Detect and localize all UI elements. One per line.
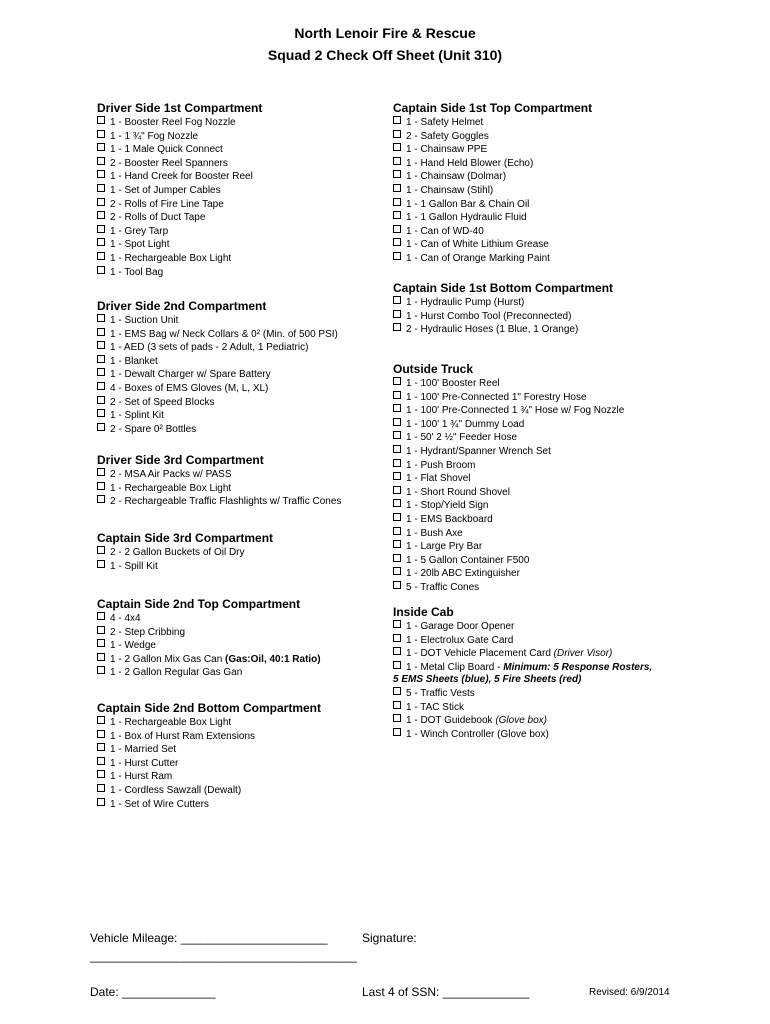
checklist-item[interactable] xyxy=(97,211,262,225)
checklist-item[interactable] xyxy=(393,687,653,701)
checkbox[interactable] xyxy=(393,554,401,562)
checklist-item[interactable] xyxy=(97,653,321,667)
item-label: 1 - Safety Helmet xyxy=(406,117,484,128)
item-label: 1 - Box of Hurst Ram Extensions xyxy=(110,730,256,742)
item-label: 1 - 1 ¾" Fog Nozzle xyxy=(110,130,199,142)
checkbox[interactable] xyxy=(393,472,401,480)
item-label: 1 - Rechargeable Box Light xyxy=(110,482,232,494)
checkbox[interactable] xyxy=(97,116,105,124)
checkbox[interactable] xyxy=(393,486,401,494)
item-label: 1 - Spot Light xyxy=(110,239,170,251)
checklist-item[interactable] xyxy=(97,225,262,239)
checklist-item[interactable] xyxy=(97,730,321,744)
checklist-item[interactable] xyxy=(97,770,321,784)
checklist-item[interactable] xyxy=(393,714,653,728)
checkbox[interactable] xyxy=(97,238,105,246)
item-label: 1 - Can of WD-40 xyxy=(406,225,484,237)
checkbox[interactable] xyxy=(393,211,401,219)
item-label: 1 - Electrolux Gate Card xyxy=(406,634,514,646)
checkbox[interactable] xyxy=(97,341,105,349)
item-label: 1 - Set of Wire Cutters xyxy=(110,798,209,810)
checkbox[interactable] xyxy=(97,639,105,647)
checklist-item[interactable] xyxy=(393,567,624,581)
item-label: 1 - Blanket xyxy=(110,355,158,367)
section-driver-side-1st xyxy=(97,101,262,279)
item-label: 4 - 4x4 xyxy=(110,613,141,624)
checklist-item[interactable] xyxy=(393,554,624,568)
checkbox[interactable] xyxy=(393,323,401,331)
item-label: 1 - Hurst Combo Tool (Preconnected) xyxy=(406,310,572,322)
checklist-item[interactable] xyxy=(97,382,338,396)
revised-date: Revised: 6/9/2014 xyxy=(589,987,670,998)
signature-field[interactable]: Signature: xyxy=(362,931,417,945)
checkbox[interactable] xyxy=(393,459,401,467)
section-captain-side-2nd-top xyxy=(97,597,321,680)
item-label: 1 - Short Round Shovel xyxy=(406,486,510,498)
checkbox[interactable] xyxy=(393,296,401,304)
checkbox[interactable] xyxy=(393,499,401,507)
checklist-item[interactable] xyxy=(97,798,321,812)
checkbox[interactable] xyxy=(393,527,401,535)
checklist-item[interactable] xyxy=(97,130,262,144)
item-label: 1 - 20lb ABC Extinguisher xyxy=(406,568,520,580)
item-label: 1 - Tool Bag xyxy=(110,266,164,278)
checklist-item[interactable] xyxy=(393,310,613,324)
checkbox[interactable] xyxy=(97,170,105,178)
checkbox[interactable] xyxy=(393,252,401,260)
item-label: 1 - EMS Bag w/ Neck Collars & 0² (Min. of 500 PSI) xyxy=(110,328,338,340)
checkbox[interactable] xyxy=(393,391,401,399)
section-outside-truck xyxy=(393,362,624,595)
checkbox[interactable] xyxy=(97,328,105,336)
checklist-item[interactable] xyxy=(97,784,321,798)
checklist-item[interactable] xyxy=(97,560,273,574)
item-label: 1 - Rechargeable Box Light xyxy=(110,252,232,264)
item-label: 1 - Splint Kit xyxy=(110,410,164,422)
checkbox[interactable] xyxy=(97,730,105,738)
section-title: Inside Cab xyxy=(393,605,454,619)
item-label: 1 - Can of Orange Marking Paint xyxy=(406,252,550,264)
item-label: 1 - 1 Male Quick Connect xyxy=(110,144,223,156)
checkbox[interactable] xyxy=(97,546,105,554)
item-label: 1 - Hand Creek for Booster Reel xyxy=(110,171,253,183)
checklist-item[interactable] xyxy=(97,612,321,626)
item-label: 1 - Large Pry Bar xyxy=(406,541,483,553)
checklist-item[interactable] xyxy=(97,184,262,198)
item-label: 1 - 100' 1 ¾" Dummy Load xyxy=(406,418,525,430)
checkbox[interactable] xyxy=(393,130,401,138)
checklist-item[interactable] xyxy=(97,116,262,130)
item-label: 1 - 100' Booster Reel xyxy=(406,378,500,389)
item-label: 1 - Push Broom xyxy=(406,459,476,471)
checkbox[interactable] xyxy=(393,513,401,521)
item-label: 5 - Traffic Vests xyxy=(406,687,475,699)
checklist-item[interactable] xyxy=(97,157,262,171)
checkbox[interactable] xyxy=(393,116,401,124)
item-label: 4 - Boxes of EMS Gloves (M, L, XL) xyxy=(110,382,269,394)
item-label: 1 - DOT Guidebook xyxy=(406,715,493,727)
checklist-item[interactable] xyxy=(97,495,341,509)
checklist-item[interactable] xyxy=(97,355,338,369)
checklist-item[interactable] xyxy=(97,409,338,423)
item-label: 1 - Chainsaw (Stihl) xyxy=(406,184,494,196)
checkbox[interactable] xyxy=(393,581,401,589)
section-title: Captain Side 2nd Top Compartment xyxy=(97,597,301,611)
section-driver-side-3rd xyxy=(97,453,341,509)
checkbox[interactable] xyxy=(97,468,105,476)
checklist-item[interactable] xyxy=(97,198,262,212)
vehicle-mileage-field[interactable]: Vehicle Mileage: ______________________ xyxy=(90,931,328,945)
checklist-item[interactable] xyxy=(97,238,262,252)
checkbox[interactable] xyxy=(97,482,105,490)
checklist-item[interactable] xyxy=(97,639,321,653)
checklist-item[interactable] xyxy=(393,391,624,405)
checkbox[interactable] xyxy=(97,198,105,206)
section-title: Driver Side 3rd Compartment xyxy=(97,453,264,467)
checklist-item[interactable] xyxy=(393,486,624,500)
item-label: 1 - 1 Gallon Bar & Chain Oil xyxy=(406,198,530,210)
item-label: 2 - Rolls of Duct Tape xyxy=(110,212,206,224)
checklist-item[interactable] xyxy=(393,296,613,310)
checklist-item[interactable] xyxy=(97,328,338,342)
clipboard-note: Minimum: 5 Response Rosters, 5 EMS Sheets (blue), 5 Fire Sheets (red) xyxy=(393,661,653,686)
item-label: 1 - Hydrant/Spanner Wrench Set xyxy=(406,445,551,457)
item-label: 1 - Spill Kit xyxy=(110,560,158,572)
item-label: 1 - DOT Vehicle Placement Card xyxy=(406,648,551,660)
checklist-item[interactable] xyxy=(97,468,341,482)
checkbox[interactable] xyxy=(393,567,401,575)
item-label: 1 - Set of Jumper Cables xyxy=(110,184,221,196)
checkbox[interactable] xyxy=(393,170,401,178)
checkbox[interactable] xyxy=(97,560,105,568)
item-label: 1 - Hurst Cutter xyxy=(110,757,179,769)
section-title: Captain Side 3rd Compartment xyxy=(97,531,274,545)
checkbox[interactable] xyxy=(393,728,401,736)
item-label: 1 - EMS Backboard xyxy=(406,513,493,525)
gas-ratio-note: (Gas:Oil, 40:1 Ratio) xyxy=(225,653,321,665)
item-label: 1 - Hydraulic Pump (Hurst) xyxy=(406,297,525,308)
checkbox[interactable] xyxy=(393,377,401,385)
checkbox[interactable] xyxy=(97,252,105,260)
checkbox[interactable] xyxy=(97,396,105,404)
checklist-item[interactable] xyxy=(393,701,653,715)
checkbox[interactable] xyxy=(393,404,401,412)
section-title: Captain Side 2nd Bottom Compartment xyxy=(97,701,322,715)
checklist-item[interactable] xyxy=(97,170,262,184)
item-label: 1 - Garage Door Opener xyxy=(406,621,515,632)
checklist-item[interactable] xyxy=(393,130,592,144)
item-label: 2 - Safety Goggles xyxy=(406,130,489,142)
item-label: 1 - Bush Axe xyxy=(406,527,463,539)
checklist-item[interactable] xyxy=(393,431,624,445)
checkbox[interactable] xyxy=(393,238,401,246)
vehicle-mileage-line[interactable]: ________________________________________ xyxy=(90,949,357,963)
checkbox[interactable] xyxy=(393,620,401,628)
checkbox[interactable] xyxy=(393,540,401,548)
checklist-item[interactable] xyxy=(393,418,624,432)
section-title: Captain Side 1st Top Compartment xyxy=(393,101,593,115)
checklist-item[interactable] xyxy=(393,513,624,527)
item-label: 1 - 2 Gallon Regular Gas Gan xyxy=(110,667,243,679)
checklist-item[interactable] xyxy=(393,634,653,648)
checklist-item[interactable] xyxy=(393,647,653,661)
checkbox[interactable] xyxy=(97,757,105,765)
item-label: 1 - Winch Controller (Glove box) xyxy=(406,728,549,740)
checkbox[interactable] xyxy=(97,653,105,661)
checklist-item[interactable] xyxy=(97,341,338,355)
checkbox[interactable] xyxy=(97,355,105,363)
checklist-item[interactable] xyxy=(393,581,624,595)
checkbox[interactable] xyxy=(97,666,105,674)
checklist-item[interactable] xyxy=(393,323,613,337)
checklist-item[interactable] xyxy=(97,743,321,757)
checkbox[interactable] xyxy=(393,687,401,695)
checkbox[interactable] xyxy=(97,784,105,792)
checklist-item[interactable] xyxy=(393,116,592,130)
item-label: 1 - Can of White Lithium Grease xyxy=(406,239,549,251)
checklist-item[interactable] xyxy=(393,238,592,252)
checkbox[interactable] xyxy=(97,409,105,417)
checkbox[interactable] xyxy=(97,798,105,806)
checkbox[interactable] xyxy=(97,382,105,390)
item-label: 5 - Traffic Cones xyxy=(406,581,480,593)
checklist-item[interactable] xyxy=(393,527,624,541)
checkbox[interactable] xyxy=(97,770,105,778)
checkbox[interactable] xyxy=(393,143,401,151)
checkbox[interactable] xyxy=(97,184,105,192)
checklist-item[interactable] xyxy=(393,499,624,513)
item-label: 1 - Grey Tarp xyxy=(110,225,169,237)
checklist-item[interactable] xyxy=(97,482,341,496)
checklist-item[interactable] xyxy=(393,540,624,554)
checklist-item[interactable] xyxy=(393,377,624,391)
section-inside-cab xyxy=(393,605,653,741)
item-label: 1 - Metal Clip Board - xyxy=(406,661,501,673)
item-label: 1 - TAC Stick xyxy=(406,701,464,713)
item-label: 1 - 1 Gallon Hydraulic Fluid xyxy=(406,212,527,224)
date-field[interactable]: Date: ______________ xyxy=(90,985,216,999)
checklist-item[interactable] xyxy=(393,459,624,473)
item-label: 1 - Hand Held Blower (Echo) xyxy=(406,157,534,169)
item-label: 2 - Rechargeable Traffic Flashlights w/ Traffic Cones xyxy=(110,496,342,508)
checklist-item[interactable] xyxy=(393,198,592,212)
checklist-item[interactable] xyxy=(97,666,321,680)
checkbox[interactable] xyxy=(97,626,105,634)
checklist-item[interactable] xyxy=(97,396,338,410)
section-captain-side-2nd-bottom xyxy=(97,701,321,811)
item-label: 1 - AED (3 sets of pads - 2 Adult, 1 Pediatric) xyxy=(110,342,309,354)
checkbox[interactable] xyxy=(393,198,401,206)
item-label: 1 - 50' 2 ½" Feeder Hose xyxy=(406,432,518,444)
checklist-item[interactable] xyxy=(393,143,592,157)
checkbox[interactable] xyxy=(97,143,105,151)
checkbox[interactable] xyxy=(97,130,105,138)
checkbox[interactable] xyxy=(97,743,105,751)
checklist-item[interactable] xyxy=(393,225,592,239)
checklist-item[interactable] xyxy=(97,546,273,560)
document-subtitle: Squad 2 Check Off Sheet (Unit 310) xyxy=(267,47,503,63)
checklist-item[interactable] xyxy=(97,252,262,266)
checkbox[interactable] xyxy=(97,314,105,322)
checkbox[interactable] xyxy=(97,225,105,233)
section-title: Outside Truck xyxy=(393,362,474,376)
item-label: 1 - Dewalt Charger w/ Spare Battery xyxy=(110,369,271,381)
item-label: 2 - Step Cribbing xyxy=(110,626,186,638)
section-title: Captain Side 1st Bottom Compartment xyxy=(393,281,614,295)
checkbox[interactable] xyxy=(97,211,105,219)
item-label: 1 - Stop/Yield Sign xyxy=(406,500,489,512)
checklist-item[interactable] xyxy=(393,728,653,742)
section-captain-side-3rd xyxy=(97,531,273,573)
checklist-item[interactable] xyxy=(393,404,624,418)
item-label: 1 - Wedge xyxy=(110,640,156,652)
checklist-item[interactable] xyxy=(393,252,592,266)
driver-visor-note: (Driver Visor) xyxy=(553,648,613,660)
checklist-item[interactable] xyxy=(393,620,653,634)
checkbox[interactable] xyxy=(97,368,105,376)
item-label: 1 - Cordless Sawzall (Dewalt) xyxy=(110,784,242,796)
item-label: 2 - Booster Reel Spanners xyxy=(110,157,228,169)
checklist-item[interactable] xyxy=(97,626,321,640)
item-label: 1 - Rechargeable Box Light xyxy=(110,717,232,728)
checkbox[interactable] xyxy=(97,157,105,165)
checkbox[interactable] xyxy=(393,184,401,192)
section-title: Driver Side 2nd Compartment xyxy=(97,299,267,313)
item-label: 1 - Suction Unit xyxy=(110,315,179,326)
checkbox[interactable] xyxy=(393,445,401,453)
checkbox[interactable] xyxy=(393,714,401,722)
checkbox[interactable] xyxy=(393,701,401,709)
item-label: 2 - Hydraulic Hoses (1 Blue, 1 Orange) xyxy=(406,324,579,336)
checkbox[interactable] xyxy=(393,310,401,318)
checkbox[interactable] xyxy=(97,612,105,620)
checklist-item[interactable] xyxy=(393,661,653,687)
document-title: North Lenoir Fire & Rescue xyxy=(294,25,476,41)
checklist-item[interactable] xyxy=(97,368,338,382)
checkbox[interactable] xyxy=(393,647,401,655)
checklist-item[interactable] xyxy=(97,266,262,280)
checklist-item[interactable] xyxy=(97,314,338,328)
checklist-item[interactable] xyxy=(393,157,592,171)
section-title: Driver Side 1st Compartment xyxy=(97,101,263,115)
item-label: 2 - MSA Air Packs w/ PASS xyxy=(110,469,232,480)
section-driver-side-2nd xyxy=(97,299,338,436)
checklist-item[interactable] xyxy=(393,472,624,486)
item-label: 2 - Spare 0² Bottles xyxy=(110,423,197,435)
item-label: 2 - 2 Gallon Buckets of Oil Dry xyxy=(110,547,245,558)
checkbox[interactable] xyxy=(97,716,105,724)
item-label: 1 - 100' Pre-Connected 1 ¾" Hose w/ Fog Nozzle xyxy=(406,405,625,417)
checkbox[interactable] xyxy=(393,431,401,439)
checklist-item[interactable] xyxy=(97,716,321,730)
section-captain-side-1st-bottom xyxy=(393,281,613,337)
checkbox[interactable] xyxy=(393,225,401,233)
item-label: 1 - Chainsaw (Dolmar) xyxy=(406,171,507,183)
checklist-item[interactable] xyxy=(97,423,338,437)
item-label: 2 - Set of Speed Blocks xyxy=(110,396,215,408)
checklist-item[interactable] xyxy=(393,445,624,459)
checkbox[interactable] xyxy=(393,418,401,426)
checkbox[interactable] xyxy=(393,157,401,165)
item-label: 1 - 5 Gallon Container F500 xyxy=(406,554,530,566)
checkbox[interactable] xyxy=(97,495,105,503)
checklist-item[interactable] xyxy=(393,170,592,184)
checklist-item[interactable] xyxy=(97,757,321,771)
item-label: 1 - Hurst Ram xyxy=(110,771,173,783)
checkbox[interactable] xyxy=(393,661,401,669)
glove-box-note: (Glove box) xyxy=(495,715,547,727)
section-captain-side-1st-top xyxy=(393,101,592,266)
checklist-item[interactable] xyxy=(97,143,262,157)
checkbox[interactable] xyxy=(97,266,105,274)
ssn-field[interactable]: Last 4 of SSN: _____________ xyxy=(362,985,530,999)
checklist-item[interactable] xyxy=(393,184,592,198)
item-label: 2 - Rolls of Fire Line Tape xyxy=(110,198,224,210)
checkbox[interactable] xyxy=(97,423,105,431)
item-label: 1 - Married Set xyxy=(110,744,177,756)
checkbox[interactable] xyxy=(393,634,401,642)
item-label: 1 - 2 Gallon Mix Gas Can xyxy=(110,653,223,665)
item-label: 1 - 100' Pre-Connected 1" Forestry Hose xyxy=(406,391,587,403)
checklist-item[interactable] xyxy=(393,211,592,225)
item-label: 1 - Booster Reel Fog Nozzle xyxy=(110,117,236,128)
item-label: 1 - Flat Shovel xyxy=(406,473,471,485)
item-label: 1 - Chainsaw PPE xyxy=(406,144,488,156)
